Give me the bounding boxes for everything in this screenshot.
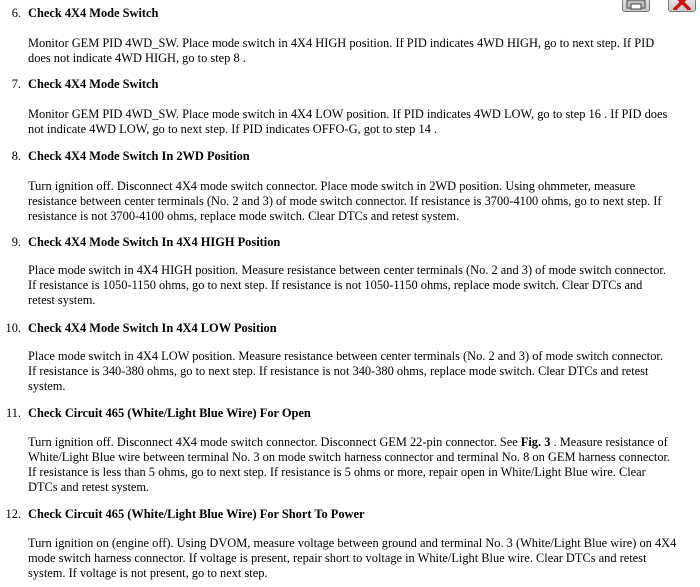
print-button[interactable] [622,0,650,12]
figure-reference-link[interactable]: Fig. 3 [520,435,551,449]
step-text-segment: Turn ignition off. Disconnect 4X4 mode switch connector. Disconnect GEM 22-pin connector. See [28,435,521,449]
step-number: 11. [5,406,21,420]
step-body [28,349,694,394]
step-text-line: Turn ignition off. Disconnect 4X4 mode switch connector. Place mode switch in 2WD position. Using ohmmeter, measure [28,179,636,193]
step-title: Check 4X4 Mode Switch In 2WD Position [28,149,250,163]
step-text-line: system. [28,379,66,393]
toolbar [620,0,700,14]
step-body [28,107,694,137]
step-text-line: If resistance is 340-380 ohms, go to next step. If resistance is not 340-380 ohms, replace mode switch. Clear DTCs and retest [28,364,649,378]
step-text-segment: . Measure resistance of [550,435,668,449]
step-text-line: system. If voltage is not present, go to next step. [28,566,268,580]
step-text-line: Place mode switch in 4X4 LOW position. Measure resistance between center terminals (No. 2 and 3) of mode switch connector. [28,349,663,363]
close-icon [672,0,692,10]
step-text-line: resistance between center terminals (No. 2 and 3) of mode switch connector. If resistance is 3700-4100 ohms, go to next step. If [28,194,662,208]
step-text-line: Monitor GEM PID 4WD_SW. Place mode switch in 4X4 HIGH position. If PID indicates 4WD HIGH, go to next step. If PID [28,36,655,50]
print-icon [626,0,646,10]
step-body [28,263,694,308]
step-number: 6. [11,6,21,20]
step-text-line: Monitor GEM PID 4WD_SW. Place mode switch in 4X4 LOW position. If PID indicates 4WD LOW, go to step 16 . If PID does [28,107,668,121]
step-text-line: White/Light Blue wire between terminal No. 3 on mode switch harness connector and terminal No. 8 on GEM harness connector. [28,450,671,464]
step-number: 9. [11,235,21,249]
step-body [28,536,694,581]
step-title: Check 4X4 Mode Switch In 4X4 LOW Position [28,321,277,335]
step-text-line: If resistance is 1050-1150 ohms, go to next step. If resistance is not 1050-1150 ohms, replace mode switch. Clear DTCs and [28,278,643,292]
step-title: Check Circuit 465 (White/Light Blue Wire) For Short To Power [28,507,365,521]
step-body [28,435,694,495]
close-button[interactable] [668,0,696,12]
step-text-line: Turn ignition on (engine off). Using DVOM, measure voltage between ground and terminal No. 3 (White/Light Blue wire) on 4X4 [28,536,677,550]
step-text-line: does not indicate 4WD HIGH, go to step 8 . [28,51,246,65]
step-title: Check 4X4 Mode Switch [28,6,159,20]
step-number: 7. [11,77,21,91]
step-title: Check 4X4 Mode Switch [28,77,159,91]
step-text-line: mode switch harness connector. If voltage is present, repair short to voltage in White/Light Blue wire. Clear DTCs and retest [28,551,647,565]
step-text-line: If resistance is less than 5 ohms, go to next step. If resistance is 5 ohms or more, repair open in White/Light Blue wire. Clear [28,465,646,479]
step-number: 10. [5,321,21,335]
step-text-line: DTCs and retest system. [28,480,150,494]
step-text-line: not indicate 4WD LOW, go to next step. If PID indicates OFFO-G, got to step 14 . [28,122,438,136]
step-title: Check 4X4 Mode Switch In 4X4 HIGH Position [28,235,281,249]
step-number: 12. [5,507,21,521]
step-title: Check Circuit 465 (White/Light Blue Wire) For Open [28,406,311,420]
step-text-line: resistance is not 3700-4100 ohms, replace mode switch. Clear DTCs and retest system. [28,209,460,223]
step-text-line: Place mode switch in 4X4 HIGH position. Measure resistance between center terminals (No. 2 and 3) of mode switch connector. [28,263,666,277]
step-body [28,36,694,66]
step-body [28,179,694,224]
step-text-line [28,435,694,450]
step-number: 8. [11,149,21,163]
step-text-line: retest system. [28,293,96,307]
